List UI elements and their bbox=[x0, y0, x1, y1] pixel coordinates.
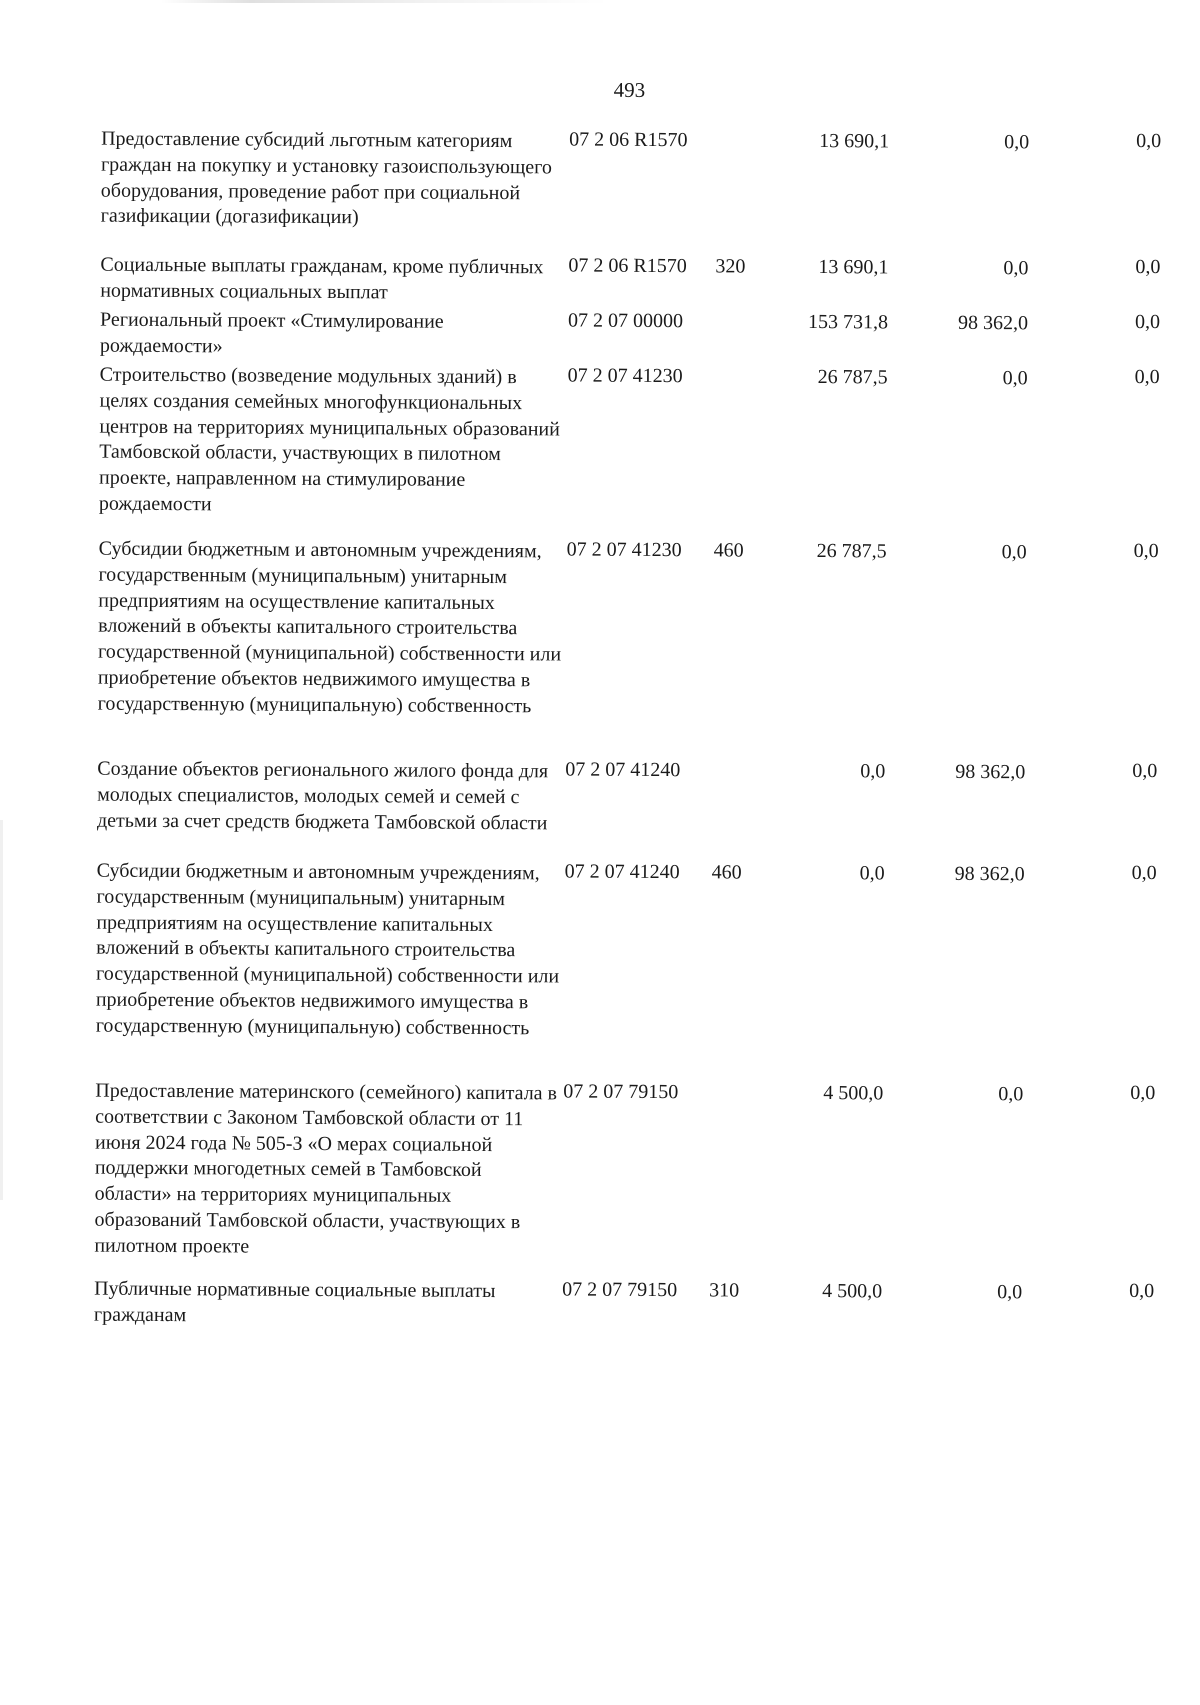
row-amount-1: 0,0 bbox=[860, 861, 885, 887]
row-amount-2: 0,0 bbox=[1003, 366, 1028, 392]
row-code: 07 2 07 79150 bbox=[563, 1079, 713, 1106]
row-code: 07 2 07 41240 bbox=[565, 859, 715, 886]
row-code: 07 2 06 R1570 bbox=[569, 127, 719, 154]
row-amount-1: 26 787,5 bbox=[818, 365, 888, 391]
table-row bbox=[0, 126, 1199, 133]
row-code: 07 2 07 79150 bbox=[562, 1277, 712, 1304]
row-amount-1: 13 690,1 bbox=[818, 255, 888, 281]
row-amount-2: 98 362,0 bbox=[955, 862, 1025, 888]
row-amount-1: 4 500,0 bbox=[823, 1081, 883, 1107]
row-amount-2: 0,0 bbox=[1003, 256, 1028, 282]
row-description: Строительство (возведение модульных зданий) в целях создания семейных многофункциональных центров на территориях муниципальных образований Тамбовской области, участвующих в пилотном проекте, направленном на стимулирование рождаемости bbox=[99, 363, 565, 521]
table-row bbox=[0, 252, 1198, 259]
row-amount-2: 0,0 bbox=[1004, 130, 1029, 156]
row-amount-1: 4 500,0 bbox=[822, 1279, 882, 1305]
row-amount-3: 0,0 bbox=[1136, 129, 1161, 155]
row-code: 07 2 07 41230 bbox=[568, 363, 718, 390]
row-description: Социальные выплаты гражданам, кроме публичных нормативных социальных выплат bbox=[100, 253, 565, 307]
row-amount-3: 0,0 bbox=[1129, 1279, 1154, 1305]
row-amount-2: 0,0 bbox=[998, 1082, 1023, 1108]
table-row bbox=[0, 536, 1197, 543]
table-row bbox=[0, 1276, 1192, 1283]
row-amount-3: 0,0 bbox=[1130, 1081, 1155, 1107]
page-number: 493 bbox=[0, 74, 1200, 107]
row-expense-type: 310 bbox=[709, 1278, 759, 1304]
row-description: Предоставление материнского (семейного) капитала в соответствии с Законом Тамбовской области от 11 июня 2024 года № 505-З «О мерах социальной поддержки многодетных семей в Тамбовской области» на территориях муниципальных образований Тамбовской области, участвующих в пилотном проекте bbox=[94, 1079, 560, 1262]
row-expense-type: 460 bbox=[712, 860, 762, 886]
row-amount-2: 98 362,0 bbox=[955, 760, 1025, 786]
row-code: 07 2 07 41230 bbox=[567, 537, 717, 564]
row-amount-3: 0,0 bbox=[1132, 861, 1157, 887]
row-amount-3: 0,0 bbox=[1135, 255, 1160, 281]
row-code: 07 2 07 00000 bbox=[568, 308, 718, 335]
row-code: 07 2 07 41240 bbox=[565, 757, 715, 784]
row-description: Создание объектов регионального жилого фонда для молодых специалистов, молодых семей и семей с детьми за счет средств бюджета Тамбовской области bbox=[97, 757, 562, 837]
row-expense-type: 320 bbox=[715, 254, 765, 280]
row-amount-1: 26 787,5 bbox=[817, 539, 887, 565]
row-amount-2: 0,0 bbox=[1002, 540, 1027, 566]
row-description: Предоставление субсидий льготным категориям граждан на покупку и установку газоиспользующего оборудования, проведение работ при социальной газификации (догазификации) bbox=[101, 127, 567, 233]
row-description: Субсидии бюджетным и автономным учреждениям, государственным (муниципальным) унитарным предприятиям на осуществление капитальных вложений в объекты капитального строительства государственной (муниципальной) собственности или приобретение объектов недвижимого имущества в государственную (муниципальную) собственность bbox=[96, 859, 562, 1042]
row-amount-2: 98 362,0 bbox=[958, 311, 1028, 337]
row-description: Региональный проект «Стимулирование рождаемости» bbox=[100, 308, 565, 362]
row-amount-3: 0,0 bbox=[1135, 310, 1160, 336]
row-amount-1: 0,0 bbox=[860, 759, 885, 785]
row-code: 07 2 06 R1570 bbox=[568, 253, 718, 280]
row-amount-1: 153 731,8 bbox=[808, 310, 888, 336]
row-description: Публичные нормативные социальные выплаты гражданам bbox=[94, 1277, 559, 1331]
row-amount-2: 0,0 bbox=[997, 1280, 1022, 1306]
row-amount-3: 0,0 bbox=[1132, 759, 1157, 785]
row-expense-type: 460 bbox=[714, 538, 764, 564]
row-amount-1: 13 690,1 bbox=[819, 129, 889, 155]
row-amount-3: 0,0 bbox=[1135, 365, 1160, 391]
table-row bbox=[0, 756, 1195, 763]
table-row bbox=[0, 1078, 1193, 1085]
row-description: Субсидии бюджетным и автономным учреждениям, государственным (муниципальным) унитарным предприятиям на осуществление капитальных вложений в объекты капитального строительства государственной (муниципальной) собственности или приобретение объектов недвижимого имущества в государственную (муниципальную) собственность bbox=[98, 537, 564, 720]
table-row bbox=[0, 858, 1195, 865]
row-amount-3: 0,0 bbox=[1134, 539, 1159, 565]
table-row bbox=[0, 362, 1198, 369]
table-row bbox=[0, 307, 1198, 314]
